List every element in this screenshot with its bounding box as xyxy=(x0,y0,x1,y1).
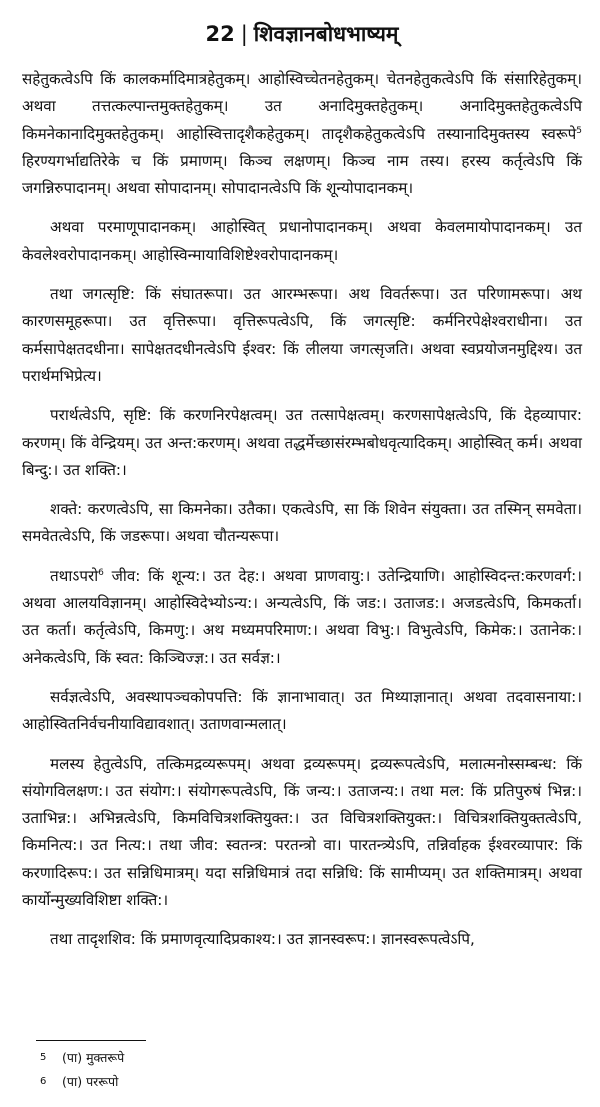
footnote-number: 5 xyxy=(40,1052,47,1063)
page xyxy=(22,18,582,966)
paragraph-text: तथाऽपरो xyxy=(50,566,99,585)
header-separator: | xyxy=(240,22,248,46)
paragraph-7: सर्वज्ञत्वेऽपि, अवस्थापञ्चकोपपत्ति: किं ज्ञानाभावात्। उत मिथ्याज्ञानात्। अथवा तदवासनाया:। आहोस्वितनिर्वचनीयाविद्यावशात्। उताणवान्मलात्। xyxy=(22,687,582,734)
page-number: 22 xyxy=(205,22,235,46)
footnotes xyxy=(40,1046,124,1094)
footnote-6 xyxy=(40,1070,124,1094)
paragraph-6 xyxy=(22,563,582,672)
page-header xyxy=(22,18,582,50)
paragraph-5: शक्ते: करणत्वेऽपि, सा किमनेका। उतैका। एकत्वेऽपि, सा किं शिवेन संयुक्ता। उत तस्मिन् समवेता। समवेतत्वेऽपि, किं जडरूपा। अथवा चौतन्यरूपा। xyxy=(22,500,582,546)
footnote-text: (पा) मुक्तरूपे xyxy=(62,1050,125,1065)
footnote-5 xyxy=(40,1046,124,1070)
paragraph-1 xyxy=(22,66,582,202)
running-title: शिवज्ञानबोधभाष्यम् xyxy=(253,22,399,46)
paragraph-3: तथा जगत्सृष्टि: किं संघातरूपा। उत आरम्भरूपा। अथ विवर्तरूपा। उत परिणामरूपा। अथ कारणसमूहरूपा। उत वृत्तिरूपा। वृत्तिरूपत्वेऽपि, किं जगत्सृष्टि: कर्मनिरपेक्षेश्वराधीना। उत कर्मसापेक्षतदधीना। सापेक्षतदधीनत्वेऽपि ईश्वर: किं लीलया जगत्सृजति। अथवा स्वप्रयोजनमुद्दिश्य। उत परार्थमभिप्रेत्य। xyxy=(22,285,582,385)
paragraph-text-cont: हिरण्यगर्भाद्यतिरेके च किं प्रमाणम्। किञ्च लक्षणम्। किञ्च नाम तस्य। हरस्य कर्तृत्वेऽपि किं जगन्निरुपादानम्। अथवा सोपादानम्। सोपादानत्वेऽपि किं शून्योपादानकम्। xyxy=(22,151,582,198)
paragraph-8: मलस्य हेतुत्वेऽपि, तत्किमद्रव्यरूपम्। अथवा द्रव्यरूपम्। द्रव्यरूपत्वेऽपि, मलात्मनोस्सम्बन्ध: किं संयोगविलक्षण:। उत संयोग:। संयोगरूपत्वेऽपि, किं जन्य:। उताजन्य:। तथा मल: किं प्रतिपुरुषं भिन्न:। उताभिन्न:। अभिन्नत्वेऽपि, किमविचित्रशक्तियुक्त:। उत विचित्रशक्तियुक्त:। विचित्रशक्तियुक्तत्वेऽपि, किमनित्य:। उत नित्य:। तथा जीव: स्वतन्त्र: परतन्त्रो वा। पारतन्त्र्येऽपि, तन्निर्वाहक ईश्वरव्यापार: किं करणादिरूप:। उत सन्निधिमात्रम्। यदा सन्निधिमात्रं तदा सन्निधि: किं सामीप्यम्। उत शक्तिमात्रम्। अथवा कार्योन्मुख्यविशिष्टा शक्ति:। xyxy=(22,754,582,910)
paragraph-2: अथवा परमाणूपादानकम्। आहोस्वित् प्रधानोपादानकम्। अथवा केवलमायोपादानकम्। उत केवलेश्वरोपादानकम्। आहोस्विन्मायाविशिष्टेश्वरोपादानकम्। xyxy=(22,218,582,264)
paragraph-9: तथा तादृशशिव: किं प्रमाणवृत्यादिप्रकाश्य:। उत ज्ञानस्वरूप:। ज्ञानस्वरूपत्वेऽपि, xyxy=(50,930,475,949)
footnote-ref-5: 5 xyxy=(576,125,582,136)
footnote-ref-6: 6 xyxy=(98,567,104,578)
footnote-divider xyxy=(36,1040,146,1041)
footnote-number: 6 xyxy=(40,1076,47,1087)
footnote-text: (पा) पररूपो xyxy=(62,1074,119,1089)
paragraph-text: सहेतुकत्वेऽपि किं कालकर्मादिमात्रहेतुकम्। आहोस्विच्चेतनहेतुकम्। चेतनहेतुकत्वेऽपि किं संसारिहेतुकम्। अथवा तत्तत्कल्पान्तमुक्तहेतुकम्। उत अनादिमुक्तहेतुकम्। अनादिमुक्तहेतुकत्वेऽपि किमनेकानादिमुक्तहेतुकम्। आहोस्वित्तादृशैकहेतुकम्। तादृशैकहेतुकत्वेऽपि तस्यानादिमुक्तस्य स्वरूपे xyxy=(22,70,582,143)
paragraph-text-cont: जीव: किं शून्य:। उत देह:। अथवा प्राणवायु:। उतेन्द्रियाणि। आहोस्विदन्त:करणवर्ग:। अथवा आलयविज्ञानम्। आहोस्विदेभ्योऽन्य:। अन्यत्वेऽपि, किं जड:। उताजड:। अजडत्वेऽपि, किमकर्ता। उत कर्ता। कर्तृत्वेऽपि, किमणु:। अथ मध्यमपरिमाण:। अथवा विभु:। विभुत्वेऽपि, किमेक:। उतानेक:। अनेकत्वेऽपि, किं स्वत: किञ्चिज्ज्ञ:। उत सर्वज्ञ:। xyxy=(22,566,582,667)
paragraph-4: परार्थत्वेऽपि, सृष्टि: किं करणनिरपेक्षत्वम्। उत तत्सापेक्षत्वम्। करणसापेक्षत्वेऽपि, किं देहव्यापार: करणम्। किं वेन्द्रियम्। उत अन्त:करणम्। अथवा तद्धर्मेच्छासंरम्भबोधवृत्यादिकम्। आहोस्वित् कर्म। अथवा बिन्दु:। उत शक्ति:। xyxy=(22,406,582,479)
